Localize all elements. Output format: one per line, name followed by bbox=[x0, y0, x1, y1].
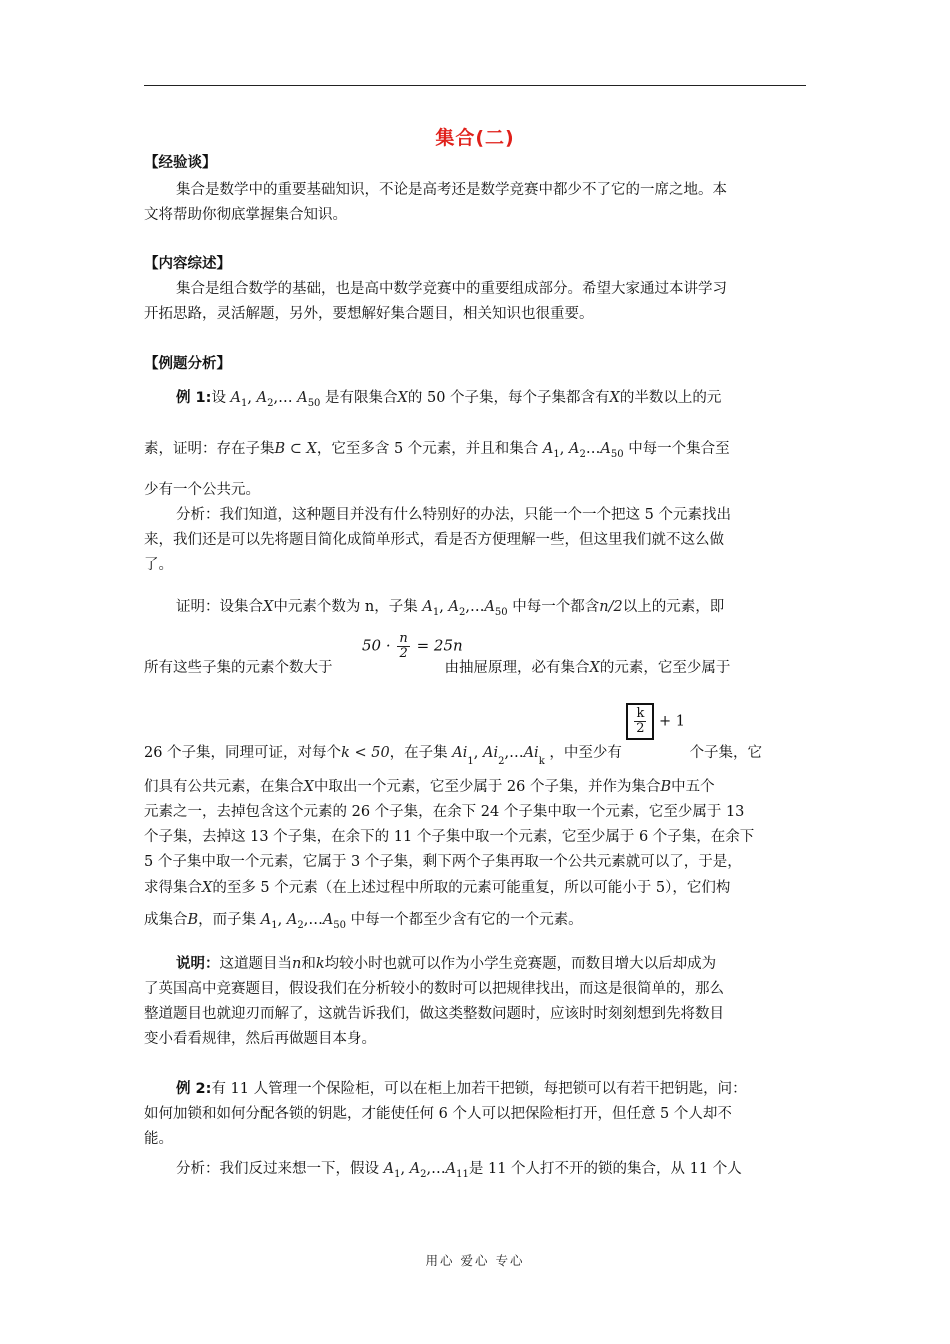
ex2-line-3: 能。 bbox=[144, 1131, 173, 1147]
page-title: 集合(二) bbox=[435, 127, 515, 149]
ex1-label: 例 1: bbox=[176, 390, 212, 406]
ex2-label: 例 2: bbox=[176, 1081, 212, 1097]
note-label: 说明： bbox=[176, 956, 220, 972]
equation-50-n-over-2: 50 · $\frac{n}{2}$ = 25n bbox=[362, 631, 463, 661]
ex2-line-2: 如何加锁和如何分配各锁的钥匙，才能使任何 6 个人可以把保险柜打开，但任意 5 个人却不 bbox=[144, 1106, 732, 1122]
overview-line-1: 集合是组合数学的基础，也是高中数学竞赛中的重要组成部分。希望大家通过本讲学习 bbox=[176, 281, 727, 297]
ex1-note-2: 了英国高中竞赛题目，假设我们在分析较小的数时可以把规律找出，而这是很简单的，那么 bbox=[144, 981, 724, 997]
ex1-note-3: 整道题目也就迎刃而解了，这就告诉我们，做这类整数问题时，应该时时刻刻想到先将数目 bbox=[144, 1006, 724, 1022]
ex1-proof-7: 5 个子集中取一个元素，它属于 3 个子集，剩下两个子集再取一个公共元素就可以了，于是， bbox=[144, 854, 742, 870]
ex2-line-1: 例 2:有 11 人管理一个保险柜，可以在柜上加若干把锁，每把锁可以有若干把钥匙，问： bbox=[176, 1081, 747, 1097]
ex1-note-1: 说明：这道题目当n和k均较小时也就可以作为小学生竞赛题，而数目增大以后却成为 bbox=[176, 956, 717, 972]
ex1-proof-3: 26 个子集，同理可证，对每个k < 50，在子集 $Ai_1$, $Ai_2,\dots Ai_k$ ，中至少有 $\frac{k}{2}$ + 1 个子集，它 bbox=[144, 703, 762, 740]
ex1-proof-5: 元素之一，去掉包含这个元素的 26 个子集，在余下 24 个子集中取一个元素，它至少属于 13 bbox=[144, 804, 745, 820]
overview-line-2: 开拓思路，灵活解题，另外，要想解好集合题目，相关知识也很重要。 bbox=[144, 306, 594, 322]
ex1-proof-1: 证明：设集合X中元素个数为 n，子集 $A_1$, $A_2,\dots A_{50}$ 中每一个都含n/2以上的元素，即 bbox=[176, 599, 725, 618]
ex1-line-1: 例 1:设 $A_1$, $A_2,\dots$ $A_{50}$ 是有限集合X的 50 个子集，每个子集都含有X的半数以上的元 bbox=[176, 390, 722, 409]
heading-examples: 【例题分析】 bbox=[144, 356, 231, 372]
ex1-line-2: 素，证明：存在子集B ⊂ X，它至多含 5 个元素，并且和集合 $A_1$, $A_2\dots A_{50}$ 中每一个集合至 bbox=[144, 441, 730, 460]
floor-bracket: $\frac{k}{2}$ bbox=[626, 703, 654, 740]
ex2-analysis-1: 分析：我们反过来想一下，假设 $A_1$, $A_2,\dots A_{11}$是 11 个人打不开的锁的集合，从 11 个人 bbox=[176, 1161, 742, 1180]
heading-experience: 【经验谈】 bbox=[144, 155, 217, 171]
ex1-proof-9: 成集合B，而子集 $A_1$, $A_2,\dots A_{50}$ 中每一个都至少含有它的一个元素。 bbox=[144, 912, 583, 931]
ex1-proof-2: 所有这些子集的元素个数大于 由抽屉原理，必有集合X的元素，它至少属于 bbox=[144, 660, 731, 676]
ex1-analysis-3: 了。 bbox=[144, 557, 173, 573]
ex1-analysis-2: 来，我们还是可以先将题目简化成简单形式，看是否方便理解一些，但这里我们就不这么做 bbox=[144, 532, 724, 548]
ex1-proof-8: 求得集合X的至多 5 个元素（在上述过程中所取的元素可能重复，所以可能小于 5），它们构 bbox=[144, 880, 731, 896]
header-rule bbox=[144, 85, 806, 86]
heading-overview: 【内容综述】 bbox=[144, 256, 231, 272]
ex1-note-4: 变小看看规律，然后再做题目本身。 bbox=[144, 1031, 376, 1047]
page-footer: 用心 爱心 专心 bbox=[425, 1253, 525, 1268]
ex1-proof-4: 们具有公共元素，在集合X中取出一个元素，它至少属于 26 个子集，并作为集合B中五个 bbox=[144, 779, 715, 795]
ex1-analysis-1: 分析：我们知道，这种题目并没有什么特别好的办法，只能一个一个把这 5 个元素找出 bbox=[176, 507, 731, 523]
ex1-proof-6: 个子集，去掉这 13 个子集，在余下的 11 个子集中取一个元素，它至少属于 6 个子集，在余下 bbox=[144, 829, 755, 845]
experience-line-2: 文将帮助你彻底掌握集合知识。 bbox=[144, 207, 347, 223]
ex1-line-3: 少有一个公共元。 bbox=[144, 482, 260, 498]
experience-line-1: 集合是数学中的重要基础知识，不论是高考还是数学竞赛中都少不了它的一席之地。本 bbox=[176, 182, 727, 198]
